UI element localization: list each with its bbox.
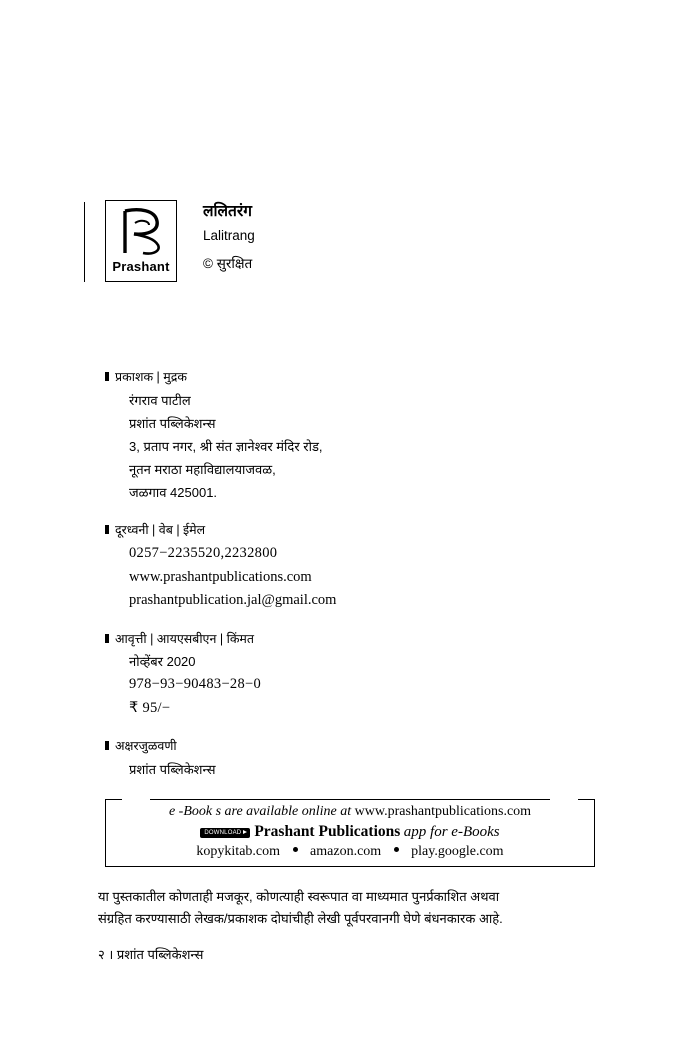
imprint-heading: प्रकाशक | मुद्रक <box>105 368 585 387</box>
phone-numbers: 0257−2235520,2232800 <box>129 545 278 562</box>
imprint-heading: आवृत्ती | आयएसबीएन | किंमत <box>105 630 585 649</box>
download-badge-icon[interactable]: DOWNLOAD <box>200 828 250 838</box>
store-link-amazon[interactable]: amazon.com <box>310 844 382 859</box>
copyright-notice: © सुरक्षित <box>203 256 253 272</box>
separator-dot-icon <box>293 847 298 852</box>
store-link-kopykitab[interactable]: kopykitab.com <box>196 844 281 859</box>
promo-notch-right <box>550 799 578 800</box>
promo-app-text: app for e-Books <box>403 824 500 840</box>
prashant-p-monogram-icon <box>113 205 169 259</box>
bullet-square-icon <box>105 525 109 534</box>
promo-notch-left <box>122 799 150 800</box>
imprint-line: 3, प्रताप नगर, श्री संत ज्ञानेश्वर मंदिर रोड, <box>129 439 323 454</box>
promo-publisher-name: Prashant Publications <box>254 823 401 840</box>
imprint-block-edition <box>105 630 585 721</box>
imprint-block-typesetting <box>105 737 585 781</box>
separator-dot-icon <box>394 847 399 852</box>
price: ₹ 95/− <box>129 699 171 716</box>
website-url[interactable]: www.prashantpublications.com <box>129 568 312 585</box>
masthead <box>105 200 255 282</box>
imprint-line: रंगराव पाटील <box>129 392 191 408</box>
promo-stores-line <box>106 844 594 860</box>
imprint-lines <box>129 389 585 505</box>
book-title-roman: Lalitrang <box>203 227 255 243</box>
isbn: 978−93−90483−28−0 <box>129 676 262 693</box>
legal-notice <box>98 886 603 931</box>
publisher-logo-name: Prashant <box>112 259 170 274</box>
imprint-line: प्रशांत पब्लिकेशन्स <box>129 415 216 431</box>
imprint-block-contact <box>105 521 585 612</box>
masthead-text <box>203 200 255 272</box>
email-address[interactable]: prashantpublication.jal@gmail.com <box>129 592 337 609</box>
edition-date: नोव्हेंबर 2020 <box>129 654 196 670</box>
bullet-square-icon <box>105 634 109 643</box>
store-link-playgoogle[interactable]: play.google.com <box>411 844 504 859</box>
publisher-logo <box>105 200 177 282</box>
ebook-promo-box <box>105 799 595 867</box>
book-title-devanagari: ललितरंग <box>203 203 252 220</box>
imprint-lines <box>129 542 585 612</box>
legal-line-2: संग्रहित करण्यासाठी लेखक/प्रकाशक दोघांचीही लेखी पूर्वपरवानगी घेणे बंधनकारक आहे. <box>98 911 503 927</box>
masthead-divider <box>84 202 85 282</box>
promo-website-url[interactable]: www.prashantpublications.com <box>354 804 532 819</box>
imprint-lines <box>129 650 585 720</box>
imprint-lines <box>129 758 585 781</box>
imprint-line: प्रशांत पब्लिकेशन्स <box>129 762 216 778</box>
bullet-square-icon <box>105 372 109 381</box>
bullet-square-icon <box>105 741 109 750</box>
imprint-block-publisher <box>105 368 585 504</box>
imprint-heading: अक्षरजुळवणी <box>105 737 585 756</box>
promo-availability-line <box>106 804 594 820</box>
promo-app-line <box>106 823 594 841</box>
imprint-details <box>105 368 585 798</box>
imprint-heading: दूरध्वनी | वेब | ईमेल <box>105 521 585 540</box>
imprint-line: जळगाव 425001. <box>129 485 218 501</box>
promo-availability-text: e -Book s are available online at <box>168 804 352 819</box>
legal-line-1: या पुस्तकातील कोणताही मजकूर, कोणत्याही स्वरूपात वा माध्यमात पुनर्प्रकाशित अथवा <box>98 889 500 904</box>
imprint-line: नूतन मराठा महाविद्यालयाजवळ, <box>129 462 276 478</box>
page-footer: २ । प्रशांत पब्लिकेशन्स <box>98 947 204 962</box>
